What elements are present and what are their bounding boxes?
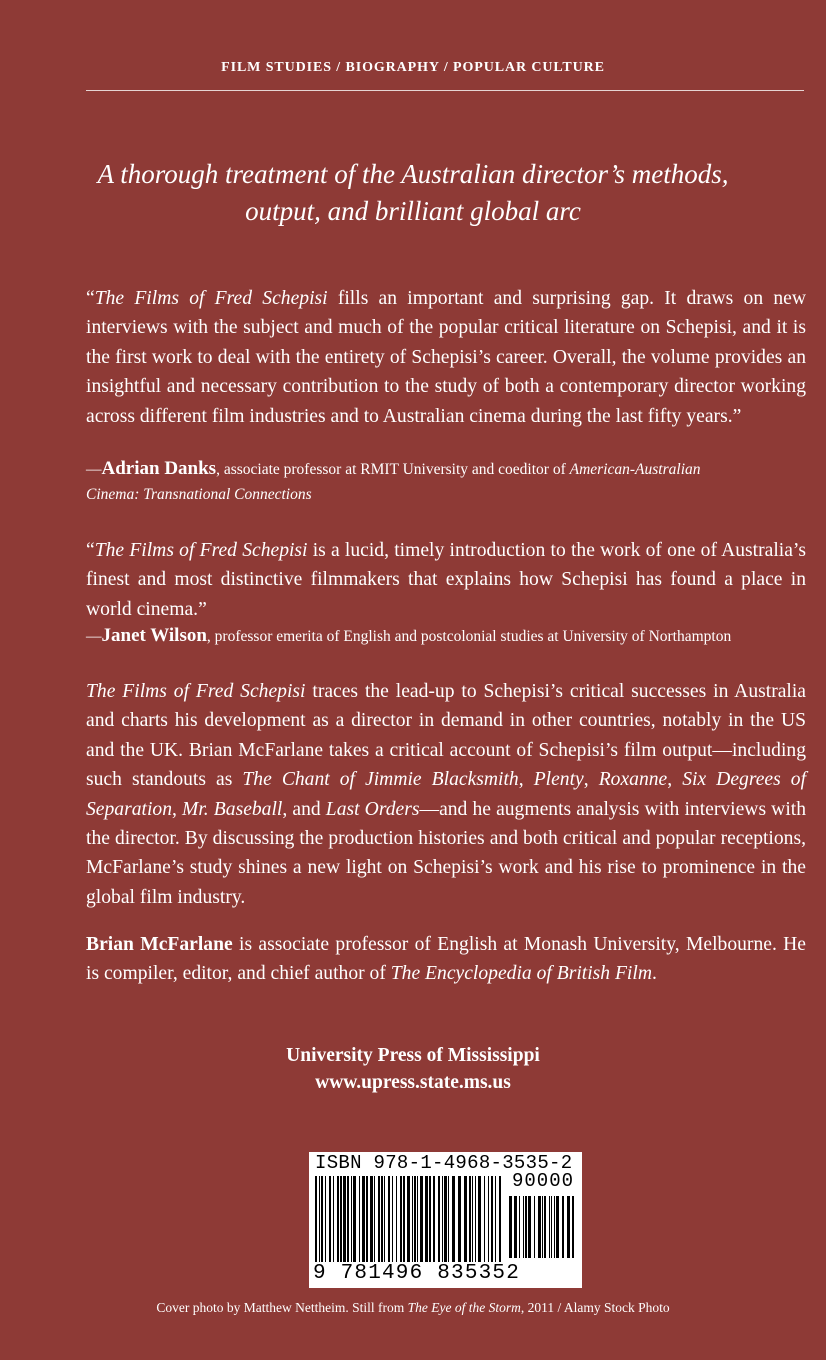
film-title: Six Degrees of Separation bbox=[86, 769, 807, 820]
barcode-bar bbox=[400, 1176, 402, 1262]
barcode-bar bbox=[514, 1196, 517, 1258]
barcode-bar bbox=[444, 1176, 447, 1262]
barcode-bar bbox=[392, 1176, 393, 1262]
header-divider bbox=[86, 90, 804, 91]
endorser-name: Janet Wilson bbox=[101, 625, 207, 646]
book-title: The Films of Fred Schepisi bbox=[94, 540, 308, 561]
price-code: 90000 bbox=[511, 1170, 574, 1192]
barcode-bar bbox=[472, 1176, 473, 1262]
endorser-role: , professor emerita of English and postcolonial studies at University of Northampton bbox=[206, 628, 732, 645]
barcode-bar bbox=[420, 1176, 423, 1262]
film-title: Plenty bbox=[533, 769, 584, 791]
endorser-book-line-2: Cinema: Transnational Connections bbox=[86, 486, 312, 503]
barcode-bar bbox=[370, 1176, 373, 1262]
barcode-bar bbox=[448, 1176, 449, 1262]
barcode-digits: 9 781496 835352 bbox=[313, 1262, 521, 1285]
barcode-bar bbox=[452, 1176, 455, 1262]
barcode-bar bbox=[388, 1176, 390, 1262]
barcode-bar bbox=[551, 1196, 552, 1258]
barcode-bar bbox=[417, 1176, 418, 1262]
barcode-bar bbox=[366, 1176, 368, 1262]
endorsement-quote-1: “The Films of Fred Schepisi fills an important and surprising gap. It draws on new interviews with the subject and much of the popular critical literature on Schepisi, and it is the first work to deal with the entirety of Schepisi’s career. Overall, the volume provides an insightful and necessary contribution to the study of both a contemporary director working across different film industries and to Australian cinema during the last fifty years.” bbox=[86, 288, 807, 427]
barcode-bar bbox=[556, 1196, 559, 1258]
barcode-bar bbox=[374, 1176, 375, 1262]
photo-credit: Cover photo by Matthew Nettheim. Still from The Eye of the Storm, 2011 / Alamy Stock Photo bbox=[156, 1300, 670, 1315]
barcode-bar bbox=[544, 1196, 546, 1258]
barcode-bar bbox=[315, 1176, 317, 1262]
publisher-url: www.upress.state.ms.us bbox=[315, 1072, 511, 1093]
barcode-bar bbox=[412, 1176, 413, 1262]
book-title: The Films of Fred Schepisi bbox=[86, 681, 306, 702]
barcode-bar bbox=[396, 1176, 397, 1262]
barcode-bar bbox=[407, 1176, 410, 1262]
barcode-bar bbox=[495, 1176, 496, 1262]
barcode-bar bbox=[329, 1176, 331, 1262]
barcode-bar bbox=[381, 1176, 383, 1262]
barcode-bar bbox=[528, 1196, 531, 1258]
barcode-bar bbox=[499, 1176, 501, 1262]
encyclopedia-title: The Encyclopedia of British Film bbox=[390, 963, 652, 985]
barcode-bar bbox=[475, 1176, 476, 1262]
film-title: Last Orders bbox=[325, 798, 420, 820]
author-name: Brian McFarlane bbox=[86, 934, 233, 955]
barcode-bar bbox=[333, 1176, 334, 1262]
endorsement-attribution-1: —Adrian Danks, associate professor at RMIT University and coeditor of American-Australian Cinema: Transnational Connections bbox=[86, 458, 701, 503]
barcode-bar bbox=[362, 1176, 365, 1262]
barcode-bar bbox=[442, 1176, 443, 1262]
endorser-book-line-1: American-Australian bbox=[569, 461, 701, 478]
tagline bbox=[40, 156, 786, 230]
barcode-bar bbox=[438, 1176, 440, 1262]
barcode-bar bbox=[319, 1176, 320, 1262]
barcode-bar bbox=[337, 1176, 339, 1262]
endorser-name: Adrian Danks bbox=[101, 458, 217, 479]
barcode-bar bbox=[538, 1196, 541, 1258]
endorsement-text: fills an important and surprising gap. It draws on new interviews with the subject and much of the popular critical literature on Schepisi, and it is the first work to deal with the entirety of Schepisi’s career. Overall, the volume provides an insightful and necessary contribution to the study of both a contemporary director working across different film industries and to Australian cinema during the last fifty years.” bbox=[86, 288, 807, 427]
barcode-bar bbox=[478, 1176, 481, 1262]
author-bio: Brian McFarlane is associate professor of English at Monash University, Melbourne. He is compiler, editor, and chief author of The Encyclopedia of British Film. bbox=[86, 934, 806, 985]
barcode-bar bbox=[384, 1176, 385, 1262]
barcode-bar bbox=[378, 1176, 380, 1262]
barcode-bar bbox=[491, 1176, 493, 1262]
barcode-bar bbox=[343, 1176, 346, 1262]
credit-film-title: The Eye of the Storm bbox=[407, 1300, 521, 1315]
book-description: The Films of Fred Schepisi traces the lead-up to Schepisi’s critical successes in Australia and charts his development as a director in demand in other countries, notably in the US and the UK. Brian McFarlane takes a critical account of Schepisi’s film output—including such standouts as The Chant of Jimmie Blacksmith, Plenty, Roxanne, Six Degrees of Separation, Mr. Baseball, and Last Orders—and he augments analysis with interviews with the director. By discussing the production histories and both critical and popular receptions, McFarlane’s study shines a new light on Schepisi’s work and his rise to prominence in the global film industry. bbox=[86, 681, 807, 908]
barcode-bar bbox=[469, 1176, 471, 1262]
barcode-bar bbox=[353, 1176, 356, 1262]
publisher-name: University Press of Mississippi bbox=[286, 1045, 540, 1066]
barcode-bar bbox=[488, 1176, 489, 1262]
isbn-label: ISBN 978-1-4968-3535-2 bbox=[315, 1152, 573, 1174]
tagline-line-1: A thorough treatment of the Australian director’s methods, bbox=[97, 159, 729, 189]
addon-barcode-bars bbox=[509, 1196, 575, 1258]
barcode-bar bbox=[403, 1176, 405, 1262]
barcode-bar bbox=[429, 1176, 431, 1262]
endorser-role: , associate professor at RMIT University and coeditor of bbox=[216, 461, 570, 478]
endorsement-attribution-2: —Janet Wilson, professor emerita of English and postcolonial studies at University of Northampton bbox=[86, 625, 732, 646]
barcode-bar bbox=[542, 1196, 543, 1258]
barcode-bar bbox=[534, 1196, 535, 1258]
barcode-bar bbox=[464, 1176, 467, 1262]
barcode-bar bbox=[484, 1176, 485, 1262]
barcode-bar bbox=[554, 1196, 555, 1258]
category-label: FILM STUDIES / BIOGRAPHY / POPULAR CULTURE bbox=[221, 60, 605, 75]
barcode-bar bbox=[567, 1196, 570, 1258]
barcode-bar bbox=[425, 1176, 428, 1262]
ean-barcode-bars bbox=[315, 1176, 505, 1262]
barcode-bar bbox=[433, 1176, 435, 1262]
barcode-bar bbox=[340, 1176, 342, 1262]
barcode-bar bbox=[359, 1176, 360, 1262]
barcode-bar bbox=[525, 1196, 527, 1258]
endorsement-quote-2: “The Films of Fred Schepisi is a lucid, timely introduction to the work of one of Australia’s finest and most distinctive filmmakers that explains how Schepisi has found a place in world cinema.” bbox=[86, 540, 806, 620]
isbn-barcode bbox=[309, 1152, 582, 1288]
barcode-bar bbox=[509, 1196, 512, 1258]
barcode-bar bbox=[321, 1176, 323, 1262]
barcode-bar bbox=[549, 1196, 550, 1258]
publisher-block bbox=[0, 1042, 826, 1096]
barcode-bar bbox=[562, 1196, 564, 1258]
barcode-bar bbox=[347, 1176, 349, 1262]
barcode-bar bbox=[519, 1196, 520, 1258]
barcode-bar bbox=[325, 1176, 326, 1262]
film-title: Roxanne bbox=[598, 769, 668, 791]
film-title: The Chant of Jimmie Blacksmith bbox=[242, 769, 519, 791]
barcode-bar bbox=[351, 1176, 352, 1262]
barcode-bar bbox=[414, 1176, 416, 1262]
tagline-line-2: output, and brilliant global arc bbox=[245, 196, 581, 226]
barcode-bar bbox=[572, 1196, 574, 1258]
book-title: The Films of Fred Schepisi bbox=[94, 288, 328, 309]
endorsement-text: is a lucid, timely introduction to the work of one of Australia’s finest and most distinctive filmmakers that explains how Schepisi has found a place in world cinema.” bbox=[86, 540, 806, 620]
barcode-bar bbox=[523, 1196, 524, 1258]
barcode-bar bbox=[458, 1176, 461, 1262]
film-title: Mr. Baseball bbox=[182, 798, 283, 820]
